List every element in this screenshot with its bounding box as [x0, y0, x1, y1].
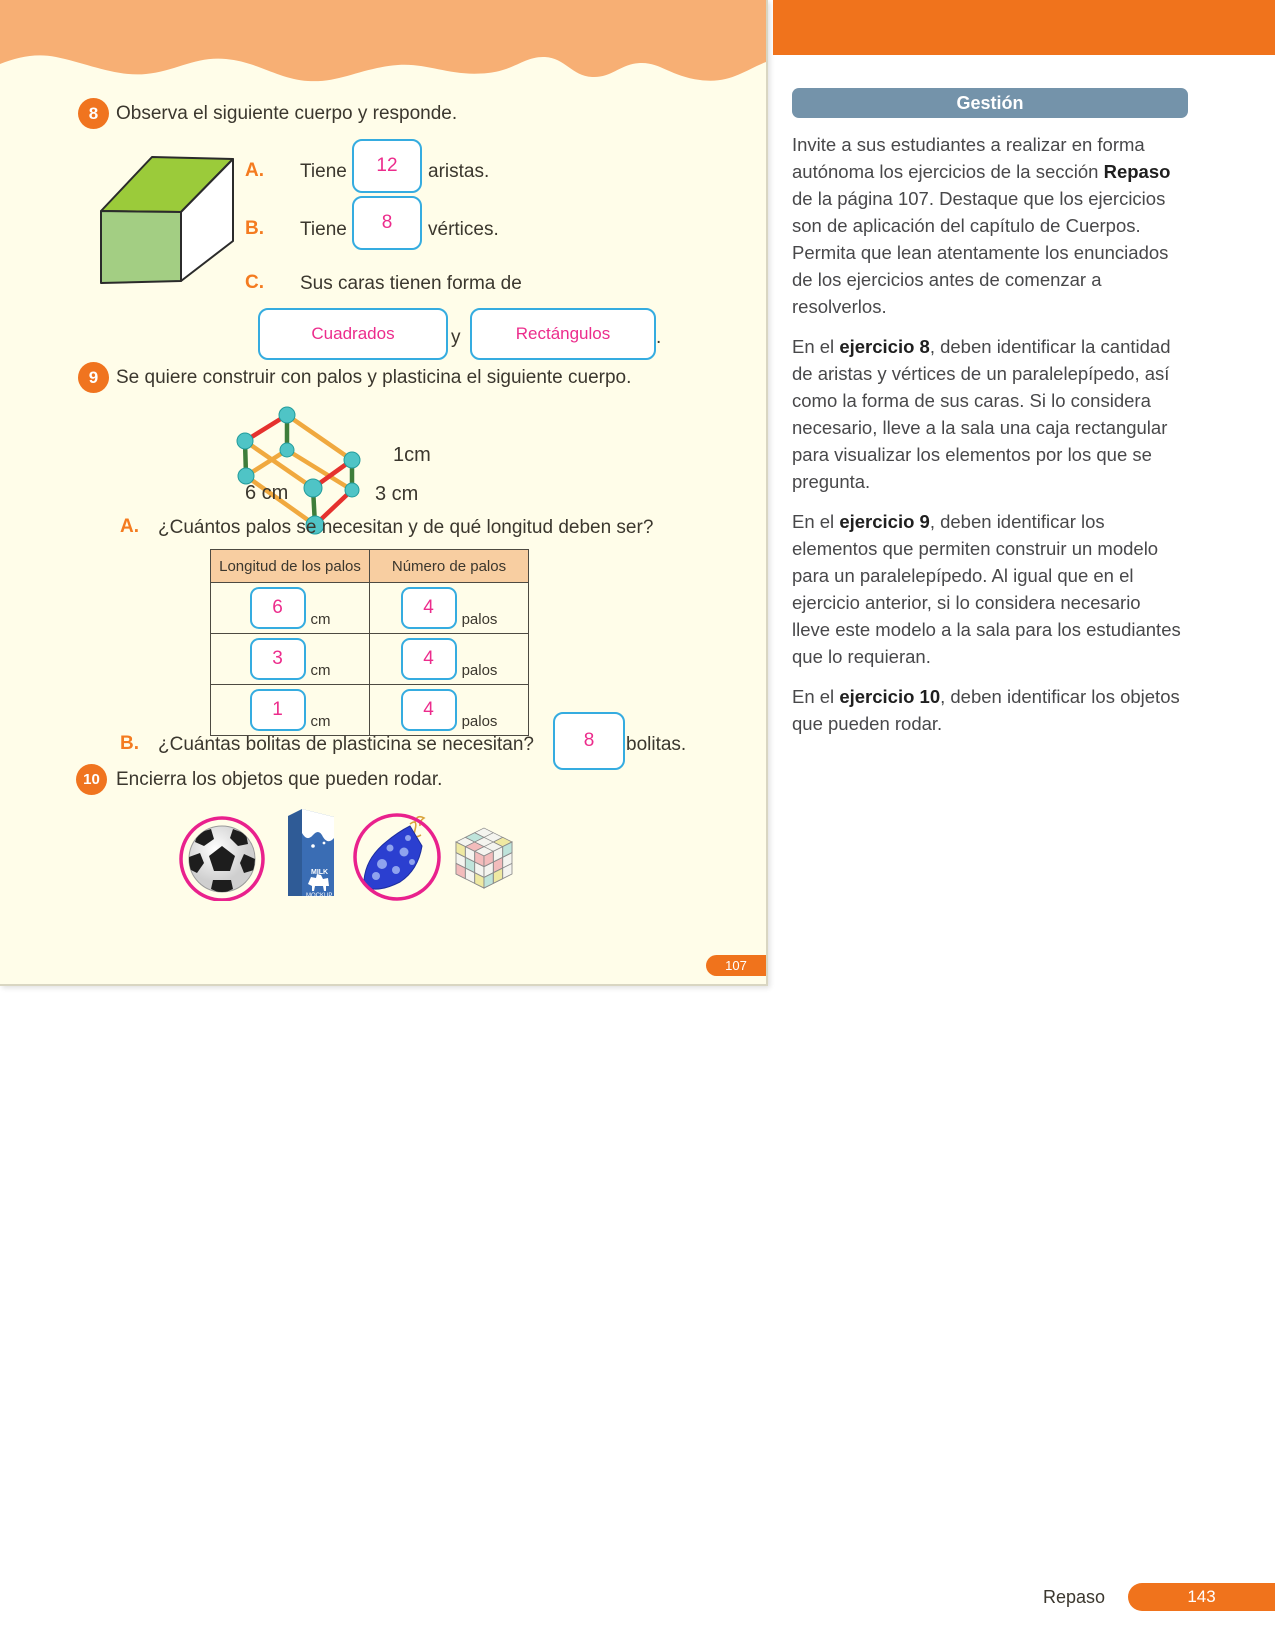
item-9a-question: ¿Cuántos palos se necesitan y de qué longitud deben ser?	[158, 517, 654, 538]
paragraph-text: , deben identificar los elementos que permiten construir un modelo para un paralelepípedo. Al igual que en el ejercicio anterior, si lo considera necesario lleve este modelo a la sala para los estudiantes que lo requieran.	[792, 511, 1181, 667]
paragraph-text: En el	[792, 511, 840, 532]
panel-paragraph	[792, 683, 1182, 737]
panel-title: Gestión	[792, 88, 1188, 118]
soccer-ball-icon	[178, 813, 266, 901]
paragraph-text: En el	[792, 686, 840, 707]
answer-box-length-3: 1	[250, 689, 306, 731]
unit-label: palos	[461, 662, 498, 679]
panel-paragraph	[792, 131, 1182, 320]
teacher-panel	[792, 88, 1192, 737]
header-orange-band	[773, 0, 1275, 55]
paragraph-bold: ejercicio 8	[839, 336, 930, 357]
dim-width-label: 3 cm	[375, 483, 419, 505]
milk-carton-label-1: MILK	[311, 869, 329, 876]
party-hat-icon	[352, 812, 442, 902]
exercise-10-badge: 10	[76, 764, 107, 795]
item-a-post: aristas.	[428, 161, 490, 182]
footer-section-label: Repaso	[1042, 1587, 1105, 1607]
item-b-pre: Tiene	[300, 219, 347, 240]
table-header-length: Longitud de los palos	[211, 550, 370, 583]
cuboid-illustration	[95, 148, 240, 288]
item-a-label: A.	[245, 160, 264, 181]
paragraph-text: Invite a sus estudiantes a realizar en forma autónoma los ejercicios de la sección	[792, 134, 1145, 182]
item-c-connector: y	[451, 327, 461, 348]
footer-page-number: 143	[1128, 1583, 1275, 1611]
unit-label: palos	[461, 713, 498, 730]
paragraph-text: , deben identificar la cantidad de aristas y vértices de un paralelepípedo, así como la forma de sus caras. Si lo considera necesario, lleve a la sala una caja rectangular para visualizar los elementos por los que se pregunta.	[792, 336, 1171, 492]
exercise-9-badge: 9	[78, 362, 109, 393]
item-9b-post: bolitas.	[626, 734, 687, 755]
dim-length-label: 6 cm	[245, 482, 289, 504]
table-header-count: Número de palos	[370, 550, 529, 583]
student-page-number-tab: 107	[706, 955, 766, 976]
table-row	[211, 583, 529, 634]
unit-label: cm	[310, 611, 331, 628]
unit-label: palos	[461, 611, 498, 628]
exercise-8-prompt: Observa el siguiente cuerpo y responde.	[116, 103, 458, 124]
milk-carton-label-2: MOCKUP	[306, 893, 333, 899]
answer-box-count-3: 4	[401, 689, 457, 731]
item-a-pre: Tiene	[300, 161, 347, 182]
paragraph-bold: Repaso	[1103, 161, 1171, 182]
dim-height-label: 1cm	[393, 444, 431, 466]
answer-box-vertices: 8	[352, 196, 422, 250]
unit-label: cm	[310, 662, 331, 679]
answer-box-count-2: 4	[401, 638, 457, 680]
item-9a-label: A.	[120, 516, 139, 537]
student-page	[0, 0, 768, 986]
paragraph-bold: ejercicio 9	[839, 511, 930, 532]
exercise-9-prompt: Se quiere construir con palos y plasticina el siguiente cuerpo.	[116, 367, 632, 388]
milk-carton-icon	[282, 800, 342, 900]
answer-box-cuadrados: Cuadrados	[258, 308, 448, 360]
exercise-8-badge: 8	[78, 98, 109, 129]
panel-paragraph	[792, 333, 1182, 495]
item-9b-question: ¿Cuántas bolitas de plasticina se necesitan?	[158, 734, 535, 755]
table-row	[211, 685, 529, 736]
paragraph-text: , deben identificar los objetos que pueden rodar.	[792, 686, 1180, 734]
table-row	[211, 634, 529, 685]
answer-box-length-2: 3	[250, 638, 306, 680]
sticks-table	[210, 549, 529, 736]
unit-label: cm	[310, 713, 331, 730]
paragraph-text: En el	[792, 336, 840, 357]
answer-box-aristas: 12	[352, 139, 422, 193]
wave-band-decoration	[0, 0, 766, 100]
paragraph-bold: ejercicio 10	[839, 686, 941, 707]
answer-box-rectangulos: Rectángulos	[470, 308, 656, 360]
item-c-label: C.	[245, 272, 264, 293]
item-c-period: .	[656, 327, 662, 348]
exercise-10-prompt: Encierra los objetos que pueden rodar.	[116, 769, 443, 790]
item-9b-label: B.	[120, 733, 139, 754]
item-b-label: B.	[245, 218, 264, 239]
rubiks-cube-icon	[452, 826, 516, 896]
item-c-text: Sus caras tienen forma de	[300, 273, 522, 294]
answer-box-bolitas: 8	[553, 712, 625, 770]
panel-paragraph	[792, 508, 1182, 670]
item-b-post: vértices.	[428, 219, 499, 240]
answer-box-count-1: 4	[401, 587, 457, 629]
answer-box-length-1: 6	[250, 587, 306, 629]
paragraph-text: de la página 107. Destaque que los ejercicios son de aplicación del capítulo de Cuerpos. Permita que lean atentamente los enunciados de los ejercicios antes de comenzar a resolverlos.	[792, 188, 1169, 317]
